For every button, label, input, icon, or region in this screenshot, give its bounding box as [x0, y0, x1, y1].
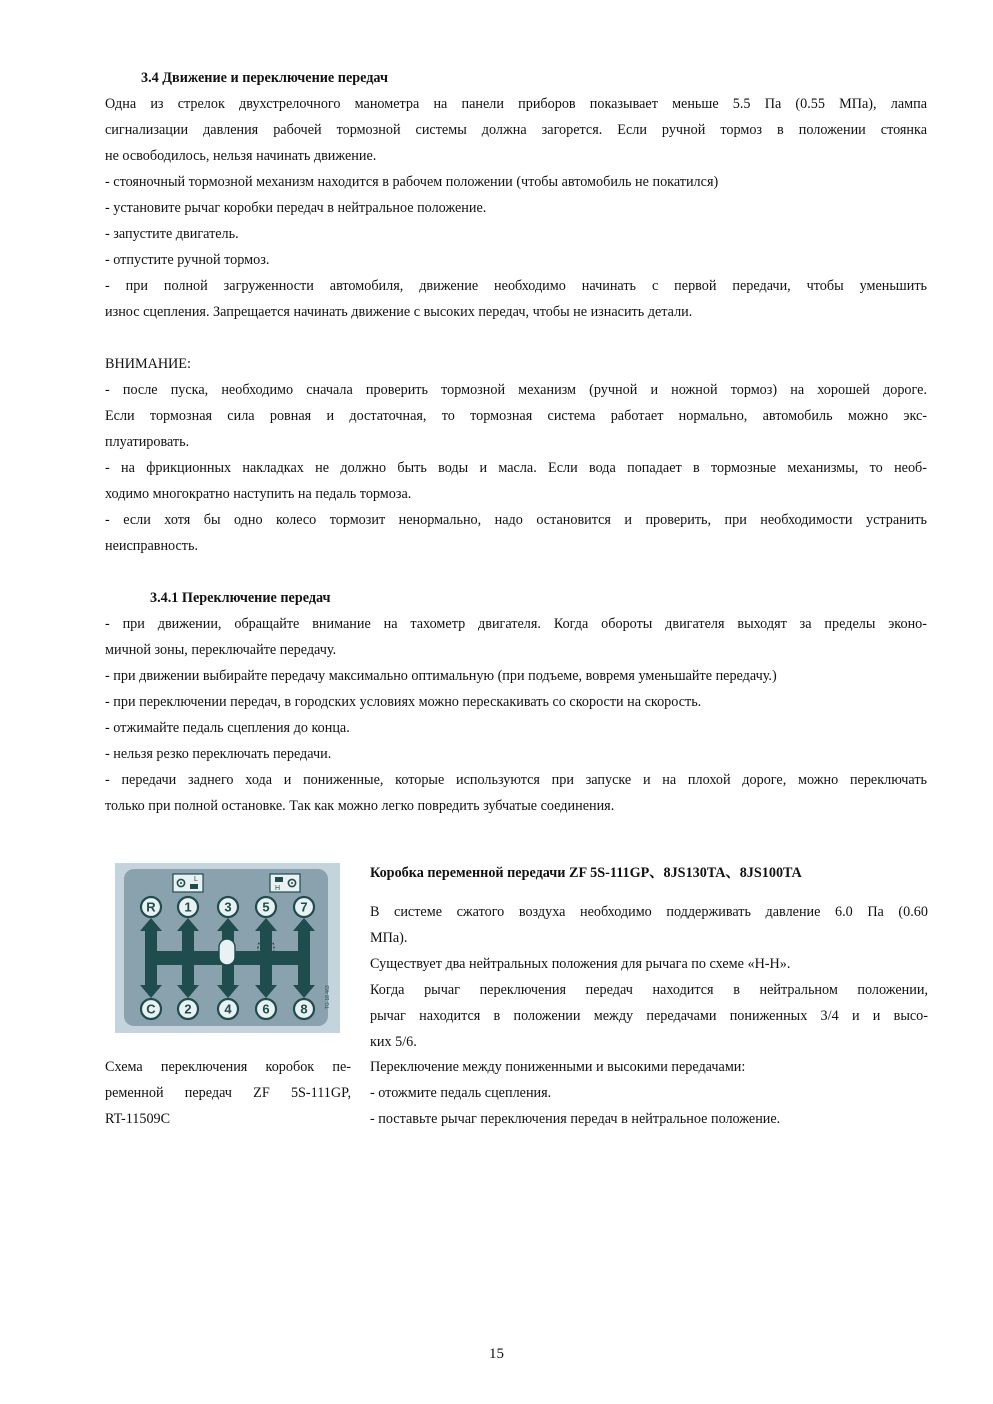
- subsection-line: - нельзя резко переключать передачи.: [105, 746, 332, 762]
- gear-label: 2: [184, 1001, 192, 1017]
- subsection-line: - отжимайте педаль сцепления до конца.: [105, 720, 350, 736]
- attention-line: плуатировать.: [105, 434, 190, 450]
- section-title: 3.4 Движение и переключение передач: [141, 70, 388, 86]
- list-item: - запустите двигатель.: [105, 226, 239, 242]
- gearbox-line: В системе сжатого воздуха необходимо поддерживать давление 6.0 Па (0.60: [370, 904, 928, 920]
- gear-label: 4: [224, 1001, 232, 1017]
- gearbox-line: рычаг находится в положении между передачами пониженных 3/4 и и высо-: [370, 1008, 928, 1024]
- lever-knob-low-icon: [190, 884, 198, 889]
- gear-position-bottom: [218, 999, 238, 1019]
- attention-line: ходимо многократно наступить на педаль тормоза.: [105, 486, 412, 502]
- paragraph-line: - при полной загруженности автомобиля, движение необходимо начинать с первой передачи, чтобы уменьшить: [105, 278, 927, 294]
- shift-track: [298, 929, 310, 987]
- gear-position-top: [256, 897, 276, 917]
- attention-label: ВНИМАНИЕ:: [105, 356, 191, 372]
- gear-position-top: [141, 897, 161, 917]
- gear-label: 8: [300, 1001, 308, 1017]
- high-badge-text: H: [275, 885, 281, 892]
- gear-position-top: [294, 897, 314, 917]
- subsection-line: - при движении, обращайте внимание на тахометр двигателя. Когда обороты двигателя выходят за пределы эконо-: [105, 616, 927, 632]
- gear-position-bottom: [178, 999, 198, 1019]
- subsection-line: - при переключении передач, в городских условиях можно перескакивать со скорости на скорость.: [105, 694, 702, 710]
- figure-code: TG 18 463: [325, 985, 331, 1009]
- paragraph-line: не освободилось, нельзя начинать движение.: [105, 148, 377, 164]
- gear-shift-diagram: [115, 863, 340, 1033]
- lever-neutral-low-icon: [219, 939, 235, 965]
- gearbox-line: Переключение между пониженными и высокими передачами:: [370, 1059, 746, 1075]
- gear-label: 1: [184, 899, 192, 915]
- gearbox-line: Когда рычаг переключения передач находится в нейтральном положении,: [370, 982, 928, 998]
- list-item: - стояночный тормозной механизм находится в рабочем положении (чтобы автомобиль не покатился): [105, 174, 719, 190]
- gear-label: 6: [262, 1001, 270, 1017]
- lever-knob-high-icon: [275, 877, 283, 882]
- gear-label: 7: [300, 899, 308, 915]
- shift-track: [145, 929, 157, 987]
- low-badge-text: L: [194, 876, 198, 883]
- subsection-line: - при движении выбирайте передачу максимально оптимальную (при подъеме, вовремя уменьшайте передачу.): [105, 668, 777, 684]
- gear-position-bottom: [294, 999, 314, 1019]
- gearbox-line: - отожмите педаль сцепления.: [370, 1085, 552, 1101]
- paragraph-line: Одна из стрелок двухстрелочного манометра на панели приборов показывает меньше 5.5 Па (0.55 МПа), лампа: [105, 96, 927, 112]
- gear-label: C: [146, 1001, 156, 1017]
- list-item: - отпустите ручной тормоз.: [105, 252, 270, 268]
- page-number: 15: [489, 1346, 504, 1362]
- attention-line: - после пуска, необходимо сначала проверить тормозной механизм (ручной и ножной тормоз) на хорошей дороге.: [105, 382, 927, 398]
- shift-track: [260, 929, 272, 987]
- gear-position-top: [178, 897, 198, 917]
- subsection-line: только при полной остановке. Так как можно легко повредить зубчатые соединения.: [105, 798, 615, 814]
- gear-position-bottom: [141, 999, 161, 1019]
- attention-line: - если хотя бы одно колесо тормозит ненормально, надо остановится и проверить, при необходимости устранить: [105, 512, 927, 528]
- gear-position-top: [218, 897, 238, 917]
- gear-label: 5: [262, 899, 270, 915]
- subsection-title: 3.4.1 Переключение передач: [150, 590, 331, 606]
- gearbox-line: - поставьте рычаг переключения передач в нейтральное положение.: [370, 1111, 781, 1127]
- gearbox-line: МПа).: [370, 930, 408, 946]
- gear-label: 3: [224, 899, 232, 915]
- gearbox-line: Существует два нейтральных положения для рычага по схеме «H-H».: [370, 956, 791, 972]
- figure-caption-line: ременной передач ZF 5S-111GP,: [105, 1085, 351, 1101]
- shift-track: [182, 929, 194, 987]
- list-item: - установите рычаг коробки передач в нейтральное положение.: [105, 200, 487, 216]
- attention-line: Если тормозная сила ровная и достаточная, то тормозная система работает нормально, автомобиль можно экс-: [105, 408, 927, 424]
- subsection-line: - передачи заднего хода и пониженные, которые используются при запуске и на плохой дороге, можно переключать: [105, 772, 927, 788]
- gearbox-line: ких 5/6.: [370, 1034, 417, 1050]
- paragraph-line: износ сцепления. Запрещается начинать движение с высоких передач, чтобы не изнасить детали.: [105, 304, 693, 320]
- subsection-line: мичной зоны, переключайте передачу.: [105, 642, 337, 658]
- gear-position-bottom: [256, 999, 276, 1019]
- gear-label: R: [146, 899, 156, 915]
- paragraph-line: сигнализации давления рабочей тормозной системы должна загорется. Если ручной тормоз в положении стоянка: [105, 122, 927, 138]
- figure-caption-line: Схема переключения коробок пе-: [105, 1059, 351, 1075]
- attention-line: - на фрикционных накладках не должно быть воды и масла. Если вода попадает в тормозные механизмы, то необ-: [105, 460, 927, 476]
- gearbox-title: Коробка переменной передачи ZF 5S-111GP、8JS130TA、8JS100TA: [370, 865, 802, 881]
- figure-caption-line: RT-11509C: [105, 1111, 171, 1127]
- attention-line: неисправность.: [105, 538, 199, 554]
